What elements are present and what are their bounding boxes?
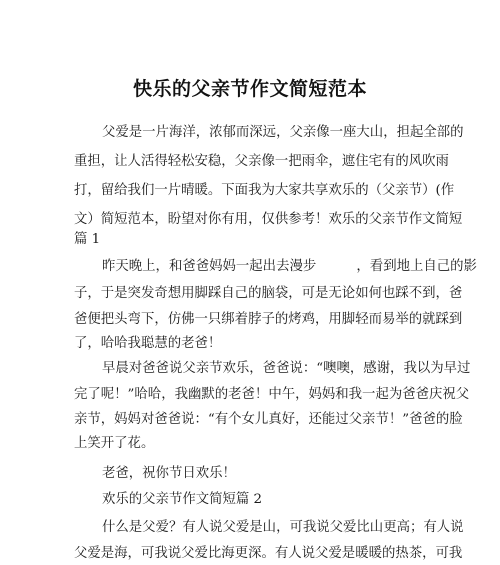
paragraph-line: 重担，让人活得轻松安稳，父亲像一把雨伞，遮住宅有的风吹雨 [74,154,449,169]
paragraph-line: 文）简短范本，盼望对你有用，仅供参考！欢乐的父亲节作文简短 [74,212,463,227]
paragraph-line: 什么是父爱？有人说父爱是山，可我说父爱比山更高；有人说 [102,520,464,535]
section-heading: 欢乐的父亲节作文简短篇 2 [102,492,263,507]
paragraph-line: 了，哈哈我聪慧的老爸！ [74,336,222,351]
paragraph-line: 父爱是海，可我说父爱比海更深。有人说父爱是暖暖的热茶，可我 [74,546,463,561]
paragraph-line: 完了呢！”哈哈，我幽默的老爸！中午，妈妈和我一起为爸爸庆祝父 [74,387,470,402]
paragraph-line: 篇 1 [74,232,101,247]
paragraph-line: 打，留给我们一片晴暖。下面我为大家共享欢乐的（父亲节）(作 [74,183,455,198]
paragraph-line: 亲节，妈妈对爸爸说：“有个女儿真好，还能过父亲节！”爸爸的脸 [74,412,463,427]
paragraph-line: 父爱是一片海洋，浓郁而深远，父亲像一座大山，担起全部的 [102,125,464,140]
paragraph-line: 早晨对爸爸说父亲节欢乐，爸爸说：“噢噢，感谢，我以为早过 [102,361,471,376]
paragraph-line: 昨天晚上，和爸爸妈妈一起出去漫步 ，看到地上自己的影 [102,259,477,274]
paragraph-line: 爸便把头弯下，仿佛一只绑着脖子的烤鸡，用脚轻而易举的就踩到 [74,312,463,327]
document-title: 快乐的父亲节作文简短范本 [132,78,367,100]
paragraph-line: 子，于是突发奇想用脚踩自己的脑袋，可是无论如何也踩不到，爸 [74,286,463,301]
paragraph-line: 老爸，祝你节日欢乐！ [102,466,236,481]
paragraph-line: 上笑开了花。 [74,436,155,451]
